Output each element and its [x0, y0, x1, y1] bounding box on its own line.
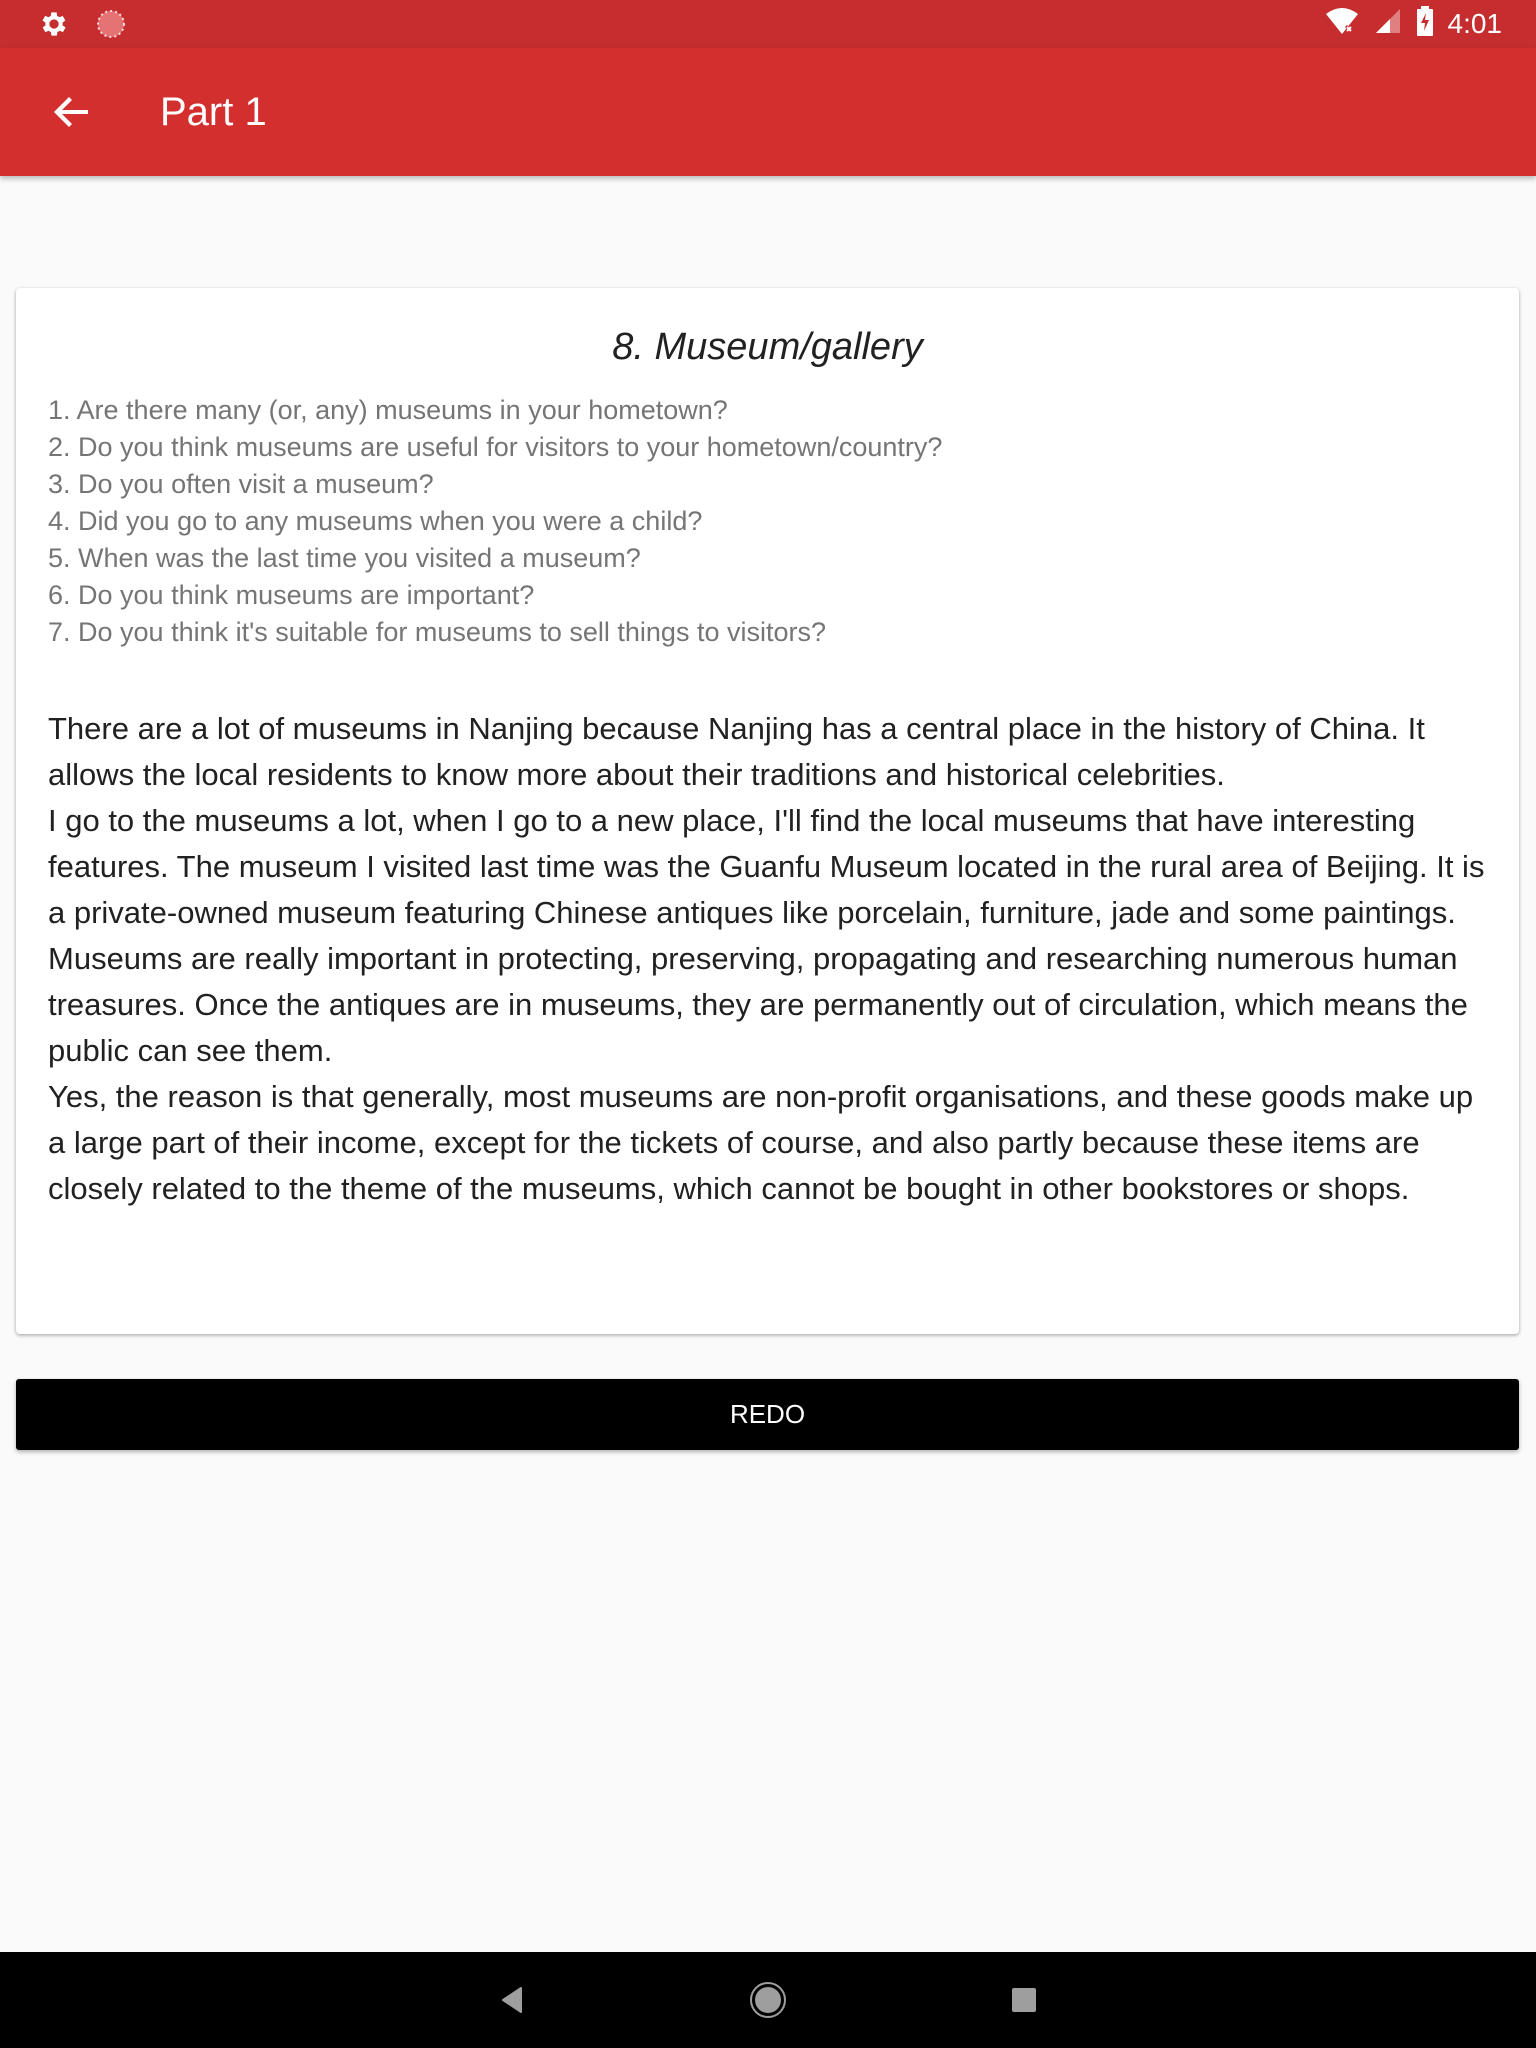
battery-charging-icon: [1416, 6, 1434, 41]
sync-icon: [96, 9, 126, 44]
app-bar: [0, 48, 1536, 176]
gear-icon: [38, 8, 70, 45]
topic-title: 8. Museum/gallery: [612, 326, 923, 368]
redo-button[interactable]: REDO: [16, 1379, 1519, 1450]
question-item: 4. Did you go to any museums when you were a child?: [48, 506, 703, 536]
answer-paragraph: Yes, the reason is that generally, most museums are non-profit organisations, and these goods make up a large part of their income, except for the tickets of course, and also partly because these items are closely related to the theme of the museums, which cannot be bought in other bookstores or shops.: [48, 1079, 1474, 1206]
back-triangle-icon: [497, 1985, 527, 2015]
nav-back-button[interactable]: [482, 1974, 542, 2026]
topic-card: [16, 288, 1519, 1334]
home-circle-icon: [748, 1980, 788, 2020]
status-bar: [0, 0, 1536, 48]
question-item: 7. Do you think it's suitable for museums to sell things to visitors?: [48, 617, 826, 647]
answer-text: [48, 706, 1498, 1212]
nav-home-button[interactable]: [738, 1974, 798, 2026]
question-item: 5. When was the last time you visited a museum?: [48, 543, 641, 573]
back-button[interactable]: [48, 88, 96, 136]
wifi-off-icon: [1324, 6, 1360, 41]
answer-paragraph: I go to the museums a lot, when I go to a new place, I'll find the local museums that have interesting features. The museum I visited last time was the Guanfu Museum located in the rural area of Beijing. It is a private-owned museum featuring Chinese antiques like porcelain, furniture, jade and some paintings.: [48, 803, 1485, 930]
cell-signal-icon: [1374, 7, 1402, 40]
recents-square-icon: [1010, 1986, 1038, 2014]
page-title: Part 1: [160, 90, 267, 134]
arrow-left-icon: [48, 88, 96, 136]
status-time: 4:01: [1447, 7, 1502, 39]
nav-recents-button[interactable]: [994, 1974, 1054, 2026]
question-item: 2. Do you think museums are useful for visitors to your hometown/country?: [48, 432, 943, 462]
navigation-bar: [0, 1952, 1536, 2048]
answer-paragraph: Museums are really important in protecting, preserving, propagating and researching numerous human treasures. Once the antiques are in museums, they are permanently out of circulation, which means the public can see them.: [48, 941, 1468, 1068]
question-list: [48, 392, 1488, 651]
question-item: 1. Are there many (or, any) museums in your hometown?: [48, 395, 728, 425]
question-item: 6. Do you think museums are important?: [48, 580, 535, 610]
answer-paragraph: There are a lot of museums in Nanjing because Nanjing has a central place in the history of China. It allows the local residents to know more about their traditions and historical celebrities.: [48, 711, 1425, 792]
question-item: 3. Do you often visit a museum?: [48, 469, 434, 499]
